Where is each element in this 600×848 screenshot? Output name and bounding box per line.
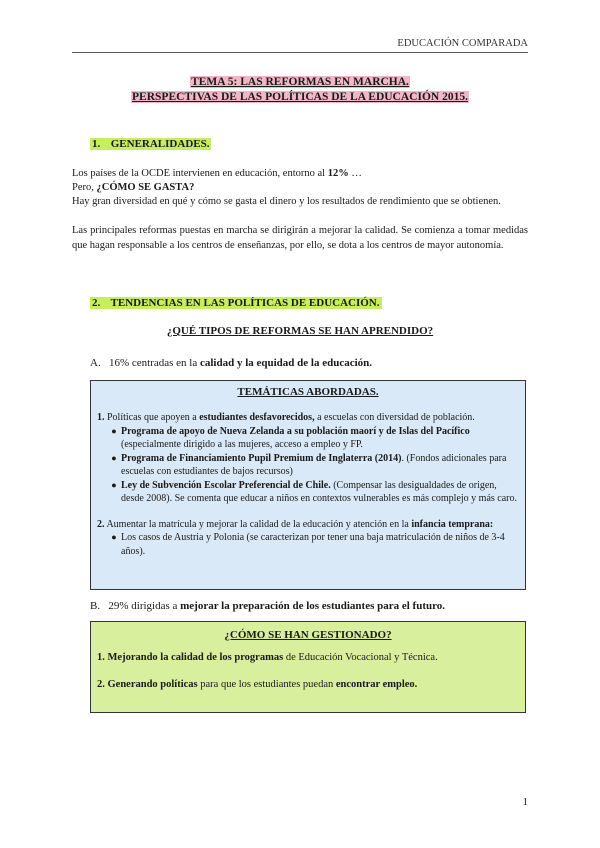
item-b-letter: B.	[90, 600, 101, 612]
item-a-bold: calidad y la equidad de la educación.	[199, 357, 373, 369]
section1-paragraph2: Las principales reformas puestas en marcha se dirigirán a mejorar la calidad. Se comienza a tomar medidas que hagan responsable a los centros de enseñanzas, por ello, se dota a los centros de mayor autonomía.	[72, 225, 528, 251]
topics-item1-end: a escuelas con diversidad de población.	[314, 412, 475, 423]
management-line2-text: para que los estudiantes puedan	[197, 678, 336, 690]
bullet-icon: ●	[111, 452, 117, 463]
doc-title-line2	[0, 91, 600, 103]
bullet2-text: . (Fondos adicionales para escuelas con estudiantes de bajos recursos)	[121, 452, 507, 477]
s1-l1-end: …	[348, 168, 362, 179]
topics-box-title: TEMÁTICAS ABORDADAS.	[237, 386, 379, 398]
section2-heading	[90, 297, 382, 309]
section2-subheading: ¿QUÉ TIPOS DE REFORMAS SE HAN APRENDIDO?	[166, 325, 434, 337]
section1-line2	[72, 181, 528, 196]
bullet2-bold: Programa de Financiamiento Pupil Premium de Inglaterra (2014)	[121, 452, 402, 464]
header-rule	[72, 52, 528, 53]
item-b-bold: mejorar la preparación de los estudiantes para el futuro.	[180, 600, 446, 612]
management-line2-bold: 2. Generando políticas	[97, 678, 198, 690]
section1-heading	[90, 138, 211, 150]
running-header: EDUCACIÓN COMPARADA	[397, 38, 528, 49]
s1-l1-text: Los países de la OCDE intervienen en educación, entorno al	[72, 168, 328, 179]
bullet-icon: ●	[111, 532, 117, 542]
topics-item2-num: 2.	[97, 518, 105, 530]
doc-title-line1	[0, 76, 600, 88]
bullet-icon: ●	[111, 425, 117, 436]
topics-bullet-2	[107, 452, 519, 479]
topics-item2-text: Aumentar la matrícula y mejorar la calidad de la educación y atención en la	[104, 518, 412, 530]
topics-bullet-1	[107, 425, 519, 452]
section1-title: GENERALIDADES.	[110, 138, 210, 150]
topics-box	[90, 380, 526, 590]
topics-item1-text: Políticas que apoyen a	[104, 412, 200, 423]
bullet1-text: (especialmente dirigido a las mujeres, acceso a empleo y FP.	[121, 439, 363, 450]
topics-item2	[97, 518, 519, 532]
topics-item1-bold: estudiantes desfavorecidos,	[199, 412, 315, 423]
topics-item2-bold: infancia temprana:	[411, 518, 494, 530]
bullet1-bold: Programa de apoyo de Nueva Zelanda a su población maorí y de Islas del Pacífico	[121, 425, 470, 437]
section2-title: TENDENCIAS EN LAS POLÍTICAS DE EDUCACIÓN.	[110, 297, 380, 309]
bullet-icon: ●	[111, 479, 117, 490]
section2-number: 2.	[92, 297, 101, 309]
topics-item1	[97, 411, 519, 425]
bullet3-bold: Ley de Subvención Escolar Preferencial de Chile.	[121, 479, 331, 491]
topics-bullet-3	[107, 479, 519, 506]
title-line1-text: TEMA 5: LAS REFORMAS EN MARCHA.	[191, 76, 409, 88]
item-b-text: 29% dirigidas a	[108, 600, 181, 612]
management-line2	[97, 678, 519, 692]
item-b	[90, 599, 528, 614]
management-box-title: ¿CÓMO SE HAN GESTIONADO?	[224, 629, 392, 641]
bullet3-text: (Compensar las desigualdades de origen, desde 2008). Se comenta que educar a niños en contextos vulnerables es más complejo y más caro.	[121, 479, 517, 504]
item-a	[90, 356, 528, 371]
section1-line1	[72, 167, 528, 182]
item-a-letter: A.	[90, 357, 101, 369]
item-a-text: 16% centradas en la	[108, 357, 200, 369]
topics-bullet-4	[107, 531, 519, 558]
s1-l1-bold: 12%	[327, 168, 349, 179]
management-line1-bold: 1. Mejorando la calidad de los programas	[97, 652, 284, 663]
title-line2-text: PERSPECTIVAS DE LAS POLÍTICAS DE LA EDUCACIÓN 2015.	[132, 91, 468, 103]
s1-l2-bold: ¿CÓMO SE GASTA?	[96, 182, 195, 193]
s1-l2-text: Pero,	[72, 182, 97, 193]
management-line1-text: de Educación Vocacional y Técnica.	[283, 652, 438, 663]
topics-item1-num: 1.	[97, 412, 105, 423]
section1-line3: Hay gran diversidad en qué y cómo se gasta el dinero y los resultados de rendimiento que se obtienen.	[72, 196, 501, 207]
management-box	[90, 621, 526, 713]
section1-number: 1.	[92, 138, 101, 150]
page-number: 1	[522, 796, 528, 808]
management-line1	[97, 651, 519, 665]
bullet4-text: Los casos de Austria y Polonia (se caracterizan por tener una baja matriculación de niños de 3-4 años).	[121, 532, 505, 557]
management-line2-bold2: encontrar empleo.	[335, 678, 418, 690]
